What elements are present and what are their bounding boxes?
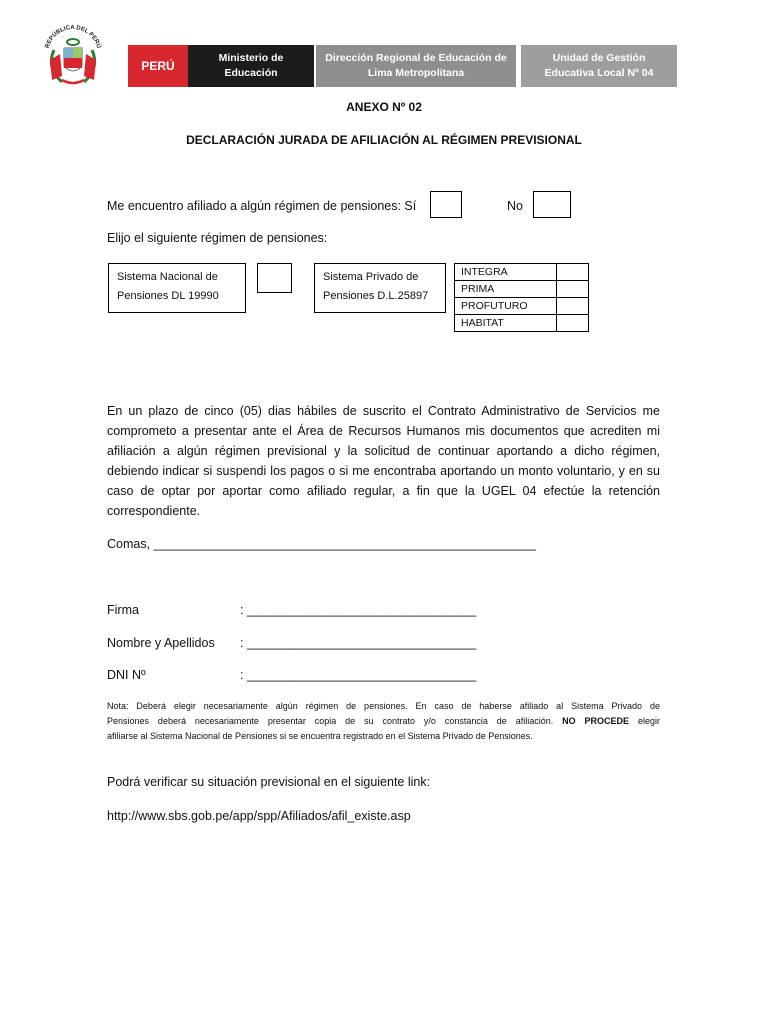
paragraph-line: En un plazo de cinco (05) dias hábiles de suscrito el Contrato Administrativo de Servicios me [107, 404, 660, 418]
place-date-line[interactable]: Comas, _______________________________________________________ [107, 537, 536, 551]
document-title: DECLARACIÓN JURADA DE AFILIACIÓN AL RÉGIMEN PREVISIONAL [186, 133, 582, 147]
full-name-field[interactable]: : _________________________________ [240, 636, 477, 650]
affiliation-question: Me encuentro afiliado a algún régimen de pensiones: Sí [107, 199, 417, 213]
paragraph-line: afiliación a algún régimen previsional y la solicitud de continuar aportando a dicho régimen, [107, 444, 660, 458]
note-line: afiliarse al Sistema Nacional de Pensiones si se encuentra registrado en el Sistema Privado de Pensiones. [107, 731, 533, 741]
snp-label-line1: Sistema Nacional de [117, 271, 218, 283]
note-line: Nota: Deberá elegir necesariamente algún régimen de pensiones. En caso de haberse afiliado al Sistema Privado de [107, 701, 660, 711]
national-seal-logo [40, 20, 106, 90]
afp-name: PROFUTURO [455, 298, 557, 315]
afp-name: PRIMA [455, 281, 557, 298]
paragraph-line: correspondiente. [107, 504, 201, 518]
header-ministerio-box: Ministerio de Educación [188, 45, 314, 87]
snp-label-line2: Pensiones DL 19990 [117, 290, 219, 302]
afp-name: INTEGRA [455, 264, 557, 281]
dni-label: DNI Nº [107, 668, 146, 682]
verify-text: Podrá verificar su situación previsional en el siguiente link: [107, 775, 431, 789]
afp-checkbox-prima[interactable] [557, 281, 589, 298]
signature-label: Firma [107, 603, 139, 617]
afp-row-integra [455, 264, 589, 281]
paragraph-line: comprometo a presentar ante el Área de Recursos Humanos mis documentos que acrediten mi [107, 424, 660, 438]
afp-checkbox-habitat[interactable] [557, 315, 589, 332]
commitment-paragraph [107, 401, 660, 521]
afp-checkbox-integra[interactable] [557, 264, 589, 281]
note-paragraph [107, 699, 660, 744]
spp-label-line2: Pensiones D.L.25897 [323, 290, 429, 302]
header-peru-box: PERÚ [128, 45, 188, 87]
note-line [107, 714, 660, 729]
verification-link[interactable]: http://www.sbs.gob.pe/app/spp/Afiliados/afil_existe.asp [107, 809, 411, 823]
dni-field[interactable]: : _________________________________ [240, 668, 477, 682]
note-emphasis: NO PROCEDE [562, 716, 630, 726]
note-text: Pensiones deberá necesariamente presentar copia de su contrato y/o constancia de afiliación. [107, 716, 554, 726]
spp-label-line1: Sistema Privado de [323, 271, 419, 283]
signature-field[interactable]: : _________________________________ [240, 603, 477, 617]
paragraph-line: debiendo indicar si suspendi los pagos o si me encontraba aportando un monto voluntario, y en su [107, 464, 660, 478]
choose-regime-label: Elijo el siguiente régimen de pensiones: [107, 231, 328, 245]
snp-checkbox[interactable] [257, 263, 292, 293]
no-checkbox[interactable] [533, 191, 571, 218]
header-ugel-box: Unidad de Gestión Educativa Local Nº 04 [521, 45, 677, 87]
full-name-label: Nombre y Apellidos [107, 636, 215, 650]
svg-text:REPÚBLICA DEL PERÚ: REPÚBLICA DEL PERÚ [44, 24, 102, 50]
afp-table [454, 263, 589, 332]
afp-checkbox-profuturo[interactable] [557, 298, 589, 315]
yes-checkbox[interactable] [430, 191, 462, 218]
paragraph-line: caso de optar por aportar como afiliado regular, a fin que la UGEL 04 efectúe la retención [107, 484, 660, 498]
afp-name: HABITAT [455, 315, 557, 332]
afp-row-prima [455, 281, 589, 298]
header-dre-box: Dirección Regional de Educación de Lima Metropolitana [316, 45, 516, 87]
note-text: elegir [637, 716, 660, 726]
spp-option-box [314, 263, 446, 313]
afp-row-profuturo [455, 298, 589, 315]
snp-option-box [108, 263, 246, 313]
annex-title: ANEXO Nº 02 [346, 100, 422, 114]
afp-row-habitat [455, 315, 589, 332]
no-label: No [507, 199, 523, 213]
